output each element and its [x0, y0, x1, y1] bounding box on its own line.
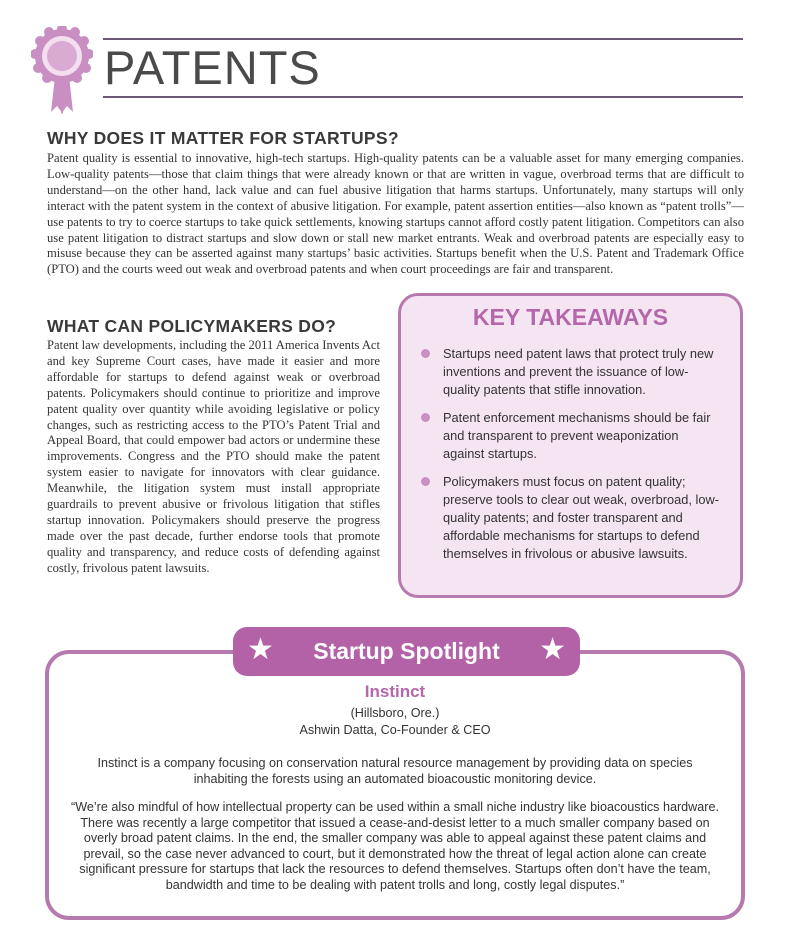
key-takeaways-box — [398, 293, 743, 598]
founder-quote: “We’re also mindful of how intellectual property can be used within a small niche industry like bioacoustics hardware. There was recently a large competitor that issued a cease-and-desist letter to a much smaller company based on overly broad patent claims. In the end, the smaller company was able to appeal against these patent claims and prevail, so the case never advanced to court, but it demonstrated how the threat of legal action alone can create significant pressure for startups that lack the resources to defend themselves. Startups often don’t have the team, bandwidth and time to be dealing with patent trolls and long, costly legal disputes.” — [71, 800, 719, 892]
takeaway-item: Policymakers must focus on patent quality; preserve tools to clear out weak, overbroad, low-quality patents; and foster transparent and affordable mechanisms for startups to defend themselves in frivolous or abusive lawsuits. — [443, 473, 722, 563]
why-body: Patent quality is essential to innovative, high-tech startups. High-quality patents can be a valuable asset for many emerging companies. Low-quality patents—those that claim things that were already known or that are written in vague, overbroad terms that are difficult to understand—on the other hand, lack value and can fuel abusive litigation that harms startups. Unfortunately, many startups will only interact with the patent system in the context of abusive litigation. For example, patent assertion entities—also known as “patent trolls”—use patents to try to coerce startups to take quick settlements, knowing startups cannot afford costly patent litigation. Competitors can also use patent litigation to distract startups and slow down or stall new market entrants. Weak and overbroad patents are especially easy to misuse because they can be asserted against many startups’ basic activities. Startups benefit when the U.S. Patent and Trademark Office (PTO) and the courts weed out weak and overbroad patents and when court proceedings are fair and transparent. — [47, 151, 744, 277]
star-icon: ★ — [539, 632, 566, 667]
bullet-icon — [421, 413, 430, 422]
bullet-icon — [421, 477, 430, 486]
spotlight-label: Startup Spotlight — [313, 638, 500, 664]
bullet-icon — [421, 349, 430, 358]
star-icon: ★ — [247, 632, 274, 667]
why-heading: WHY DOES IT MATTER FOR STARTUPS? — [47, 128, 399, 148]
key-takeaways-heading: KEY TAKEAWAYS — [472, 304, 669, 330]
takeaways-list — [401, 345, 740, 563]
takeaway-item: Startups need patent laws that protect truly new inventions and prevent the issuance of low-quality patents that stifle innovation. — [443, 345, 722, 399]
rosette-ribbon-icon — [31, 26, 93, 114]
company-name: Instinct — [364, 682, 426, 701]
page-title: PATENTS — [104, 41, 321, 94]
title-bottom-rule — [103, 96, 743, 98]
company-location: (Hillsboro, Ore.) — [350, 706, 440, 720]
takeaway-item: Patent enforcement mechanisms should be fair and transparent to prevent weaponization against startups. — [443, 409, 722, 463]
policy-body: Patent law developments, including the 2011 America Invents Act and key Supreme Court cases, have made it easier and more affordable for startups to defend against weak or overbroad patents. Policymakers should continue to prioritize and improve patent quality over quantity while avoiding legislative or policy changes, such as restricting access to the PTO’s Patent Trial and Appeal Board, that could empower bad actors or undermine these improvements. Congress and the PTO should make the patent system easier to navigate for innovators with clear guidance. Meanwhile, the litigation system must install appropriate guardrails to prevent abusive or frivolous litigation that stifles startup innovation. Policymakers should preserve the progress made over the past decade, further endorse tools that promote quality and transparency, and reduce costs of defending against costly, frivolous patent lawsuits. — [47, 338, 380, 575]
policy-heading: WHAT CAN POLICYMAKERS DO? — [47, 316, 337, 336]
startup-spotlight-tab — [233, 627, 580, 676]
company-description: Instinct is a company focusing on conservation natural resource management by providing data on species inhabiting the forests using an automated bioacoustic monitoring device. — [97, 756, 693, 786]
company-founder: Ashwin Datta, Co-Founder & CEO — [299, 723, 491, 737]
